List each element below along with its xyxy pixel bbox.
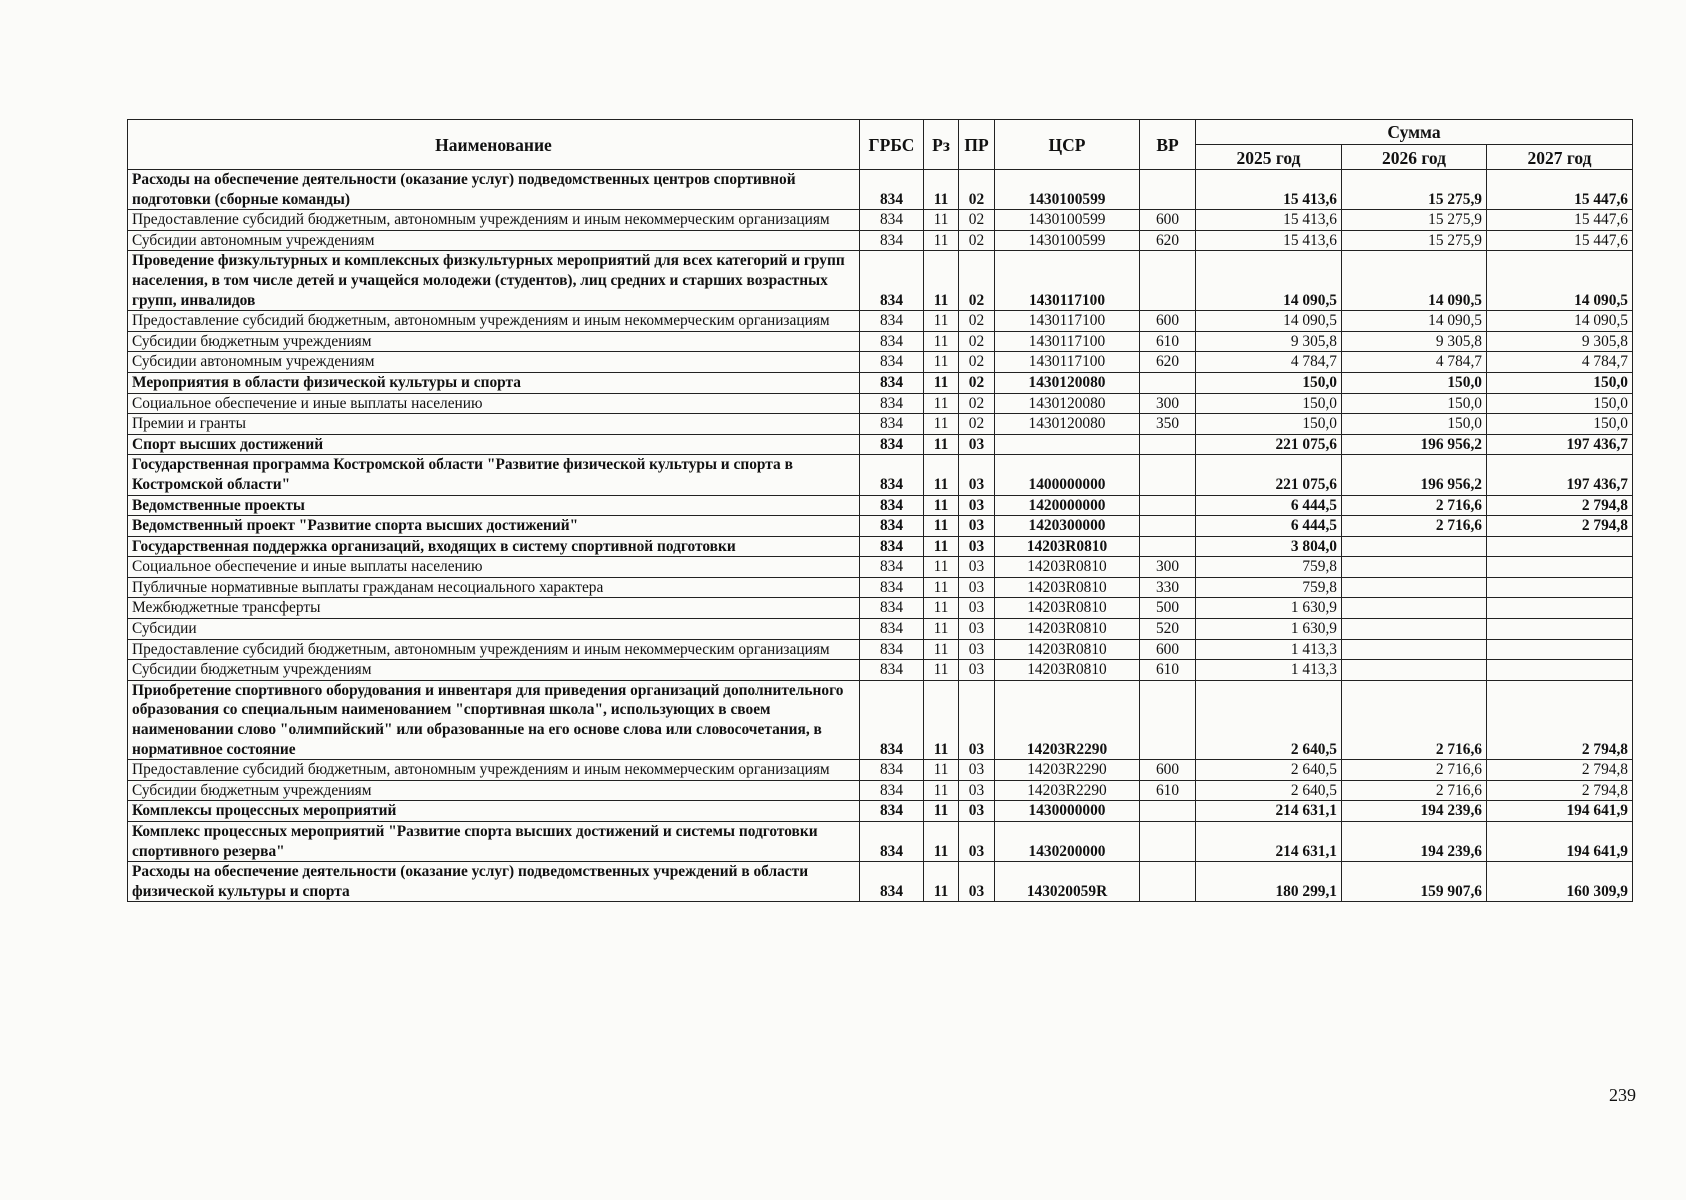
row-rz-cell: 11	[924, 598, 959, 619]
row-vr-cell	[1140, 372, 1196, 393]
table-row	[128, 536, 1633, 557]
table-row	[128, 210, 1633, 231]
row-2025-cell: 9 305,8	[1196, 331, 1342, 352]
page-number: 239	[1609, 1085, 1636, 1105]
row-name-cell: Предоставление субсидий бюджетным, автономным учреждениям и иным некоммерческим организациям	[128, 760, 860, 781]
row-rz-cell: 11	[924, 660, 959, 681]
row-csr-cell: 1400000000	[995, 455, 1140, 495]
row-rz-cell: 11	[924, 495, 959, 516]
table-row	[128, 619, 1633, 640]
row-grbs-cell: 834	[860, 557, 924, 578]
row-name-cell: Предоставление субсидий бюджетным, автономным учреждениям и иным некоммерческим организациям	[128, 639, 860, 660]
row-name-cell: Субсидии	[128, 619, 860, 640]
row-name-cell: Субсидии автономным учреждениям	[128, 352, 860, 373]
row-2025-cell: 1 630,9	[1196, 619, 1342, 640]
row-vr-cell: 620	[1140, 352, 1196, 373]
row-pr-cell: 02	[959, 414, 995, 435]
row-2027-cell: 15 447,6	[1487, 210, 1633, 231]
row-2027-cell: 2 794,8	[1487, 495, 1633, 516]
row-pr-cell: 02	[959, 230, 995, 251]
row-rz-cell: 11	[924, 210, 959, 231]
row-pr-cell: 03	[959, 495, 995, 516]
row-2026-cell	[1342, 536, 1487, 557]
row-2025-cell: 15 413,6	[1196, 210, 1342, 231]
row-2025-cell: 1 413,3	[1196, 639, 1342, 660]
row-csr-cell: 14203R0810	[995, 660, 1140, 681]
table-row	[128, 352, 1633, 373]
row-pr-cell: 03	[959, 780, 995, 801]
row-name-cell: Комплекс процессных мероприятий "Развитие спорта высших достижений и системы подготовки спортивного резерва"	[128, 822, 860, 862]
row-grbs-cell: 834	[860, 495, 924, 516]
table-row	[128, 862, 1633, 902]
row-name-cell: Социальное обеспечение и иные выплаты населению	[128, 557, 860, 578]
row-rz-cell: 11	[924, 516, 959, 537]
row-name-cell: Государственная поддержка организаций, входящих в систему спортивной подготовки	[128, 536, 860, 557]
row-name-cell: Социальное обеспечение и иные выплаты населению	[128, 393, 860, 414]
table-row	[128, 639, 1633, 660]
row-pr-cell: 03	[959, 639, 995, 660]
row-csr-cell: 1430120080	[995, 372, 1140, 393]
row-pr-cell: 02	[959, 352, 995, 373]
row-vr-cell: 330	[1140, 577, 1196, 598]
row-rz-cell: 11	[924, 801, 959, 822]
row-rz-cell: 11	[924, 393, 959, 414]
row-rz-cell: 11	[924, 331, 959, 352]
row-2025-cell: 180 299,1	[1196, 862, 1342, 902]
row-csr-cell: 14203R0810	[995, 536, 1140, 557]
row-vr-cell	[1140, 536, 1196, 557]
row-2026-cell: 2 716,6	[1342, 780, 1487, 801]
row-pr-cell: 03	[959, 619, 995, 640]
table-row	[128, 801, 1633, 822]
header-2025: 2025 год	[1196, 145, 1342, 170]
row-rz-cell: 11	[924, 311, 959, 332]
row-csr-cell: 1430117100	[995, 331, 1140, 352]
row-name-cell: Субсидии бюджетным учреждениям	[128, 780, 860, 801]
row-csr-cell: 14203R2290	[995, 680, 1140, 759]
row-grbs-cell: 834	[860, 414, 924, 435]
row-rz-cell: 11	[924, 352, 959, 373]
row-2025-cell: 6 444,5	[1196, 495, 1342, 516]
row-grbs-cell: 834	[860, 536, 924, 557]
table-header	[128, 120, 1633, 170]
row-grbs-cell: 834	[860, 577, 924, 598]
row-pr-cell: 03	[959, 557, 995, 578]
row-grbs-cell: 834	[860, 780, 924, 801]
row-2026-cell: 196 956,2	[1342, 455, 1487, 495]
row-name-cell: Субсидии автономным учреждениям	[128, 230, 860, 251]
row-name-cell: Приобретение спортивного оборудования и инвентаря для приведения организаций дополнительного образования со специальным наименованием "спортивная школа", использующих в своем наименовании слово "олимпийский" или образованные на его основе слова или словосочетания, в нормативное состояние	[128, 680, 860, 759]
row-2025-cell: 150,0	[1196, 393, 1342, 414]
row-pr-cell: 03	[959, 455, 995, 495]
row-grbs-cell: 834	[860, 619, 924, 640]
row-grbs-cell: 834	[860, 210, 924, 231]
row-2025-cell: 1 413,3	[1196, 660, 1342, 681]
row-2027-cell	[1487, 639, 1633, 660]
row-2026-cell	[1342, 577, 1487, 598]
row-2026-cell: 15 275,9	[1342, 170, 1487, 210]
row-vr-cell	[1140, 455, 1196, 495]
table-row	[128, 372, 1633, 393]
row-2025-cell: 2 640,5	[1196, 760, 1342, 781]
row-rz-cell: 11	[924, 557, 959, 578]
row-grbs-cell: 834	[860, 352, 924, 373]
row-csr-cell	[995, 434, 1140, 455]
row-vr-cell	[1140, 251, 1196, 311]
table-row	[128, 680, 1633, 759]
row-2027-cell: 150,0	[1487, 414, 1633, 435]
row-rz-cell: 11	[924, 577, 959, 598]
row-pr-cell: 02	[959, 251, 995, 311]
row-vr-cell: 600	[1140, 760, 1196, 781]
row-grbs-cell: 834	[860, 862, 924, 902]
table-row	[128, 557, 1633, 578]
row-name-cell: Комплексы процессных мероприятий	[128, 801, 860, 822]
row-pr-cell: 03	[959, 660, 995, 681]
row-grbs-cell: 834	[860, 251, 924, 311]
row-name-cell: Субсидии бюджетным учреждениям	[128, 660, 860, 681]
row-2025-cell: 2 640,5	[1196, 680, 1342, 759]
row-2025-cell: 759,8	[1196, 577, 1342, 598]
table-row	[128, 393, 1633, 414]
row-rz-cell: 11	[924, 372, 959, 393]
row-csr-cell: 143020059R	[995, 862, 1140, 902]
row-2025-cell: 214 631,1	[1196, 822, 1342, 862]
row-vr-cell	[1140, 862, 1196, 902]
row-2027-cell: 197 436,7	[1487, 455, 1633, 495]
row-rz-cell: 11	[924, 780, 959, 801]
row-vr-cell: 520	[1140, 619, 1196, 640]
row-pr-cell: 03	[959, 434, 995, 455]
row-rz-cell: 11	[924, 434, 959, 455]
row-name-cell: Проведение физкультурных и комплексных физкультурных мероприятий для всех категорий и групп населения, в том числе детей и учащейся молодежи (студентов), лиц средних и старших возрастных групп, инвалидов	[128, 251, 860, 311]
row-csr-cell: 14203R0810	[995, 619, 1140, 640]
row-2025-cell: 14 090,5	[1196, 251, 1342, 311]
row-rz-cell: 11	[924, 251, 959, 311]
row-2026-cell: 194 239,6	[1342, 822, 1487, 862]
row-pr-cell: 02	[959, 372, 995, 393]
row-csr-cell: 1430200000	[995, 822, 1140, 862]
row-2025-cell: 214 631,1	[1196, 801, 1342, 822]
row-2027-cell	[1487, 577, 1633, 598]
row-pr-cell: 03	[959, 577, 995, 598]
row-rz-cell: 11	[924, 230, 959, 251]
row-2026-cell	[1342, 639, 1487, 660]
row-grbs-cell: 834	[860, 372, 924, 393]
row-pr-cell: 03	[959, 760, 995, 781]
row-2025-cell: 150,0	[1196, 372, 1342, 393]
row-name-cell: Предоставление субсидий бюджетным, автономным учреждениям и иным некоммерческим организациям	[128, 210, 860, 231]
row-2026-cell	[1342, 557, 1487, 578]
row-2025-cell: 6 444,5	[1196, 516, 1342, 537]
row-vr-cell: 620	[1140, 230, 1196, 251]
budget-table	[127, 119, 1633, 902]
row-2027-cell	[1487, 557, 1633, 578]
row-2026-cell	[1342, 660, 1487, 681]
table-row	[128, 230, 1633, 251]
table-body	[128, 170, 1633, 902]
row-csr-cell: 14203R2290	[995, 780, 1140, 801]
row-2027-cell: 194 641,9	[1487, 822, 1633, 862]
row-rz-cell: 11	[924, 822, 959, 862]
row-2026-cell	[1342, 598, 1487, 619]
row-grbs-cell: 834	[860, 598, 924, 619]
row-name-cell: Расходы на обеспечение деятельности (оказание услуг) подведомственных учреждений в области физической культуры и спорта	[128, 862, 860, 902]
row-2026-cell: 150,0	[1342, 393, 1487, 414]
row-grbs-cell: 834	[860, 660, 924, 681]
row-grbs-cell: 834	[860, 311, 924, 332]
row-2026-cell: 14 090,5	[1342, 251, 1487, 311]
row-2027-cell: 160 309,9	[1487, 862, 1633, 902]
header-csr: ЦСР	[995, 120, 1140, 170]
row-name-cell: Межбюджетные трансферты	[128, 598, 860, 619]
row-2025-cell: 4 784,7	[1196, 352, 1342, 373]
row-2027-cell: 150,0	[1487, 393, 1633, 414]
table-row	[128, 760, 1633, 781]
row-2026-cell: 150,0	[1342, 414, 1487, 435]
row-rz-cell: 11	[924, 619, 959, 640]
row-pr-cell: 02	[959, 331, 995, 352]
row-grbs-cell: 834	[860, 331, 924, 352]
row-2025-cell: 1 630,9	[1196, 598, 1342, 619]
row-name-cell: Ведомственный проект "Развитие спорта высших достижений"	[128, 516, 860, 537]
row-2025-cell: 3 804,0	[1196, 536, 1342, 557]
header-2026: 2026 год	[1342, 145, 1487, 170]
row-2025-cell: 221 075,6	[1196, 455, 1342, 495]
header-rz: Рз	[924, 120, 959, 170]
row-rz-cell: 11	[924, 760, 959, 781]
row-name-cell: Государственная программа Костромской области "Развитие физической культуры и спорта в Костромской области"	[128, 455, 860, 495]
row-name-cell: Премии и гранты	[128, 414, 860, 435]
row-2027-cell	[1487, 536, 1633, 557]
row-2027-cell: 14 090,5	[1487, 311, 1633, 332]
document-page	[127, 119, 1632, 902]
row-pr-cell: 03	[959, 822, 995, 862]
row-grbs-cell: 834	[860, 170, 924, 210]
table-row	[128, 331, 1633, 352]
row-vr-cell: 600	[1140, 639, 1196, 660]
header-sum: Сумма	[1196, 120, 1633, 145]
row-csr-cell: 1430120080	[995, 393, 1140, 414]
row-csr-cell: 1430100599	[995, 210, 1140, 231]
row-rz-cell: 11	[924, 862, 959, 902]
row-vr-cell: 500	[1140, 598, 1196, 619]
row-vr-cell: 350	[1140, 414, 1196, 435]
row-2027-cell	[1487, 598, 1633, 619]
row-csr-cell: 1430117100	[995, 251, 1140, 311]
table-row	[128, 780, 1633, 801]
row-name-cell: Спорт высших достижений	[128, 434, 860, 455]
row-rz-cell: 11	[924, 455, 959, 495]
header-vr: ВР	[1140, 120, 1196, 170]
table-row	[128, 414, 1633, 435]
table-row	[128, 434, 1633, 455]
row-grbs-cell: 834	[860, 393, 924, 414]
table-row	[128, 495, 1633, 516]
row-pr-cell: 02	[959, 170, 995, 210]
row-csr-cell: 1430117100	[995, 352, 1140, 373]
row-vr-cell: 600	[1140, 210, 1196, 231]
row-name-cell: Ведомственные проекты	[128, 495, 860, 516]
table-row	[128, 455, 1633, 495]
row-name-cell: Расходы на обеспечение деятельности (оказание услуг) подведомственных центров спортивной подготовки (сборные команды)	[128, 170, 860, 210]
row-grbs-cell: 834	[860, 760, 924, 781]
header-pr: ПР	[959, 120, 995, 170]
row-2026-cell: 150,0	[1342, 372, 1487, 393]
row-2026-cell: 194 239,6	[1342, 801, 1487, 822]
row-pr-cell: 02	[959, 311, 995, 332]
row-pr-cell: 02	[959, 393, 995, 414]
table-row	[128, 170, 1633, 210]
row-csr-cell: 1430117100	[995, 311, 1140, 332]
row-vr-cell: 600	[1140, 311, 1196, 332]
row-csr-cell: 1430100599	[995, 170, 1140, 210]
header-name: Наименование	[128, 120, 860, 170]
header-grbs: ГРБС	[860, 120, 924, 170]
row-vr-cell	[1140, 801, 1196, 822]
table-row	[128, 660, 1633, 681]
row-2027-cell: 197 436,7	[1487, 434, 1633, 455]
row-csr-cell: 1420000000	[995, 495, 1140, 516]
row-pr-cell: 03	[959, 536, 995, 557]
row-2025-cell: 14 090,5	[1196, 311, 1342, 332]
row-2025-cell: 221 075,6	[1196, 434, 1342, 455]
row-2027-cell: 2 794,8	[1487, 760, 1633, 781]
row-csr-cell: 1420300000	[995, 516, 1140, 537]
row-2027-cell: 2 794,8	[1487, 680, 1633, 759]
row-rz-cell: 11	[924, 414, 959, 435]
row-pr-cell: 03	[959, 801, 995, 822]
row-2025-cell: 2 640,5	[1196, 780, 1342, 801]
row-vr-cell: 300	[1140, 557, 1196, 578]
row-vr-cell	[1140, 822, 1196, 862]
row-grbs-cell: 834	[860, 434, 924, 455]
row-pr-cell: 02	[959, 210, 995, 231]
row-csr-cell: 1430120080	[995, 414, 1140, 435]
row-csr-cell: 14203R0810	[995, 577, 1140, 598]
row-vr-cell: 610	[1140, 331, 1196, 352]
row-csr-cell: 14203R0810	[995, 639, 1140, 660]
row-grbs-cell: 834	[860, 230, 924, 251]
header-2027: 2027 год	[1487, 145, 1633, 170]
row-vr-cell	[1140, 495, 1196, 516]
row-vr-cell	[1140, 680, 1196, 759]
row-vr-cell: 610	[1140, 780, 1196, 801]
row-pr-cell: 03	[959, 680, 995, 759]
row-pr-cell: 03	[959, 516, 995, 537]
row-2027-cell	[1487, 660, 1633, 681]
row-name-cell: Субсидии бюджетным учреждениям	[128, 331, 860, 352]
row-csr-cell: 1430000000	[995, 801, 1140, 822]
row-csr-cell: 14203R2290	[995, 760, 1140, 781]
row-2026-cell: 2 716,6	[1342, 516, 1487, 537]
row-pr-cell: 03	[959, 862, 995, 902]
table-row	[128, 822, 1633, 862]
row-2027-cell: 194 641,9	[1487, 801, 1633, 822]
row-2026-cell: 9 305,8	[1342, 331, 1487, 352]
row-2026-cell: 4 784,7	[1342, 352, 1487, 373]
row-csr-cell: 14203R0810	[995, 557, 1140, 578]
row-2026-cell: 2 716,6	[1342, 495, 1487, 516]
row-csr-cell: 14203R0810	[995, 598, 1140, 619]
row-name-cell: Мероприятия в области физической культуры и спорта	[128, 372, 860, 393]
row-2026-cell: 15 275,9	[1342, 210, 1487, 231]
row-csr-cell: 1430100599	[995, 230, 1140, 251]
table-row	[128, 311, 1633, 332]
row-2027-cell: 2 794,8	[1487, 780, 1633, 801]
row-2025-cell: 150,0	[1196, 414, 1342, 435]
row-2026-cell: 2 716,6	[1342, 760, 1487, 781]
row-grbs-cell: 834	[860, 455, 924, 495]
row-2026-cell: 2 716,6	[1342, 680, 1487, 759]
row-2027-cell: 2 794,8	[1487, 516, 1633, 537]
row-2026-cell	[1342, 619, 1487, 640]
row-2025-cell: 759,8	[1196, 557, 1342, 578]
row-2025-cell: 15 413,6	[1196, 170, 1342, 210]
row-vr-cell: 610	[1140, 660, 1196, 681]
table-row	[128, 516, 1633, 537]
row-grbs-cell: 834	[860, 516, 924, 537]
row-2027-cell: 150,0	[1487, 372, 1633, 393]
row-vr-cell	[1140, 516, 1196, 537]
row-pr-cell: 03	[959, 598, 995, 619]
row-2026-cell: 15 275,9	[1342, 230, 1487, 251]
row-grbs-cell: 834	[860, 639, 924, 660]
table-row	[128, 598, 1633, 619]
table-row	[128, 577, 1633, 598]
row-rz-cell: 11	[924, 170, 959, 210]
row-rz-cell: 11	[924, 536, 959, 557]
row-vr-cell	[1140, 170, 1196, 210]
row-2027-cell: 9 305,8	[1487, 331, 1633, 352]
row-name-cell: Предоставление субсидий бюджетным, автономным учреждениям и иным некоммерческим организациям	[128, 311, 860, 332]
row-2026-cell: 196 956,2	[1342, 434, 1487, 455]
row-2027-cell: 15 447,6	[1487, 170, 1633, 210]
row-rz-cell: 11	[924, 680, 959, 759]
table-row	[128, 251, 1633, 311]
row-2027-cell: 14 090,5	[1487, 251, 1633, 311]
row-vr-cell: 300	[1140, 393, 1196, 414]
row-2027-cell	[1487, 619, 1633, 640]
row-2026-cell: 159 907,6	[1342, 862, 1487, 902]
row-name-cell: Публичные нормативные выплаты гражданам несоциального характера	[128, 577, 860, 598]
row-2027-cell: 4 784,7	[1487, 352, 1633, 373]
row-grbs-cell: 834	[860, 801, 924, 822]
row-2027-cell: 15 447,6	[1487, 230, 1633, 251]
row-vr-cell	[1140, 434, 1196, 455]
row-2025-cell: 15 413,6	[1196, 230, 1342, 251]
row-grbs-cell: 834	[860, 680, 924, 759]
row-grbs-cell: 834	[860, 822, 924, 862]
row-rz-cell: 11	[924, 639, 959, 660]
row-2026-cell: 14 090,5	[1342, 311, 1487, 332]
